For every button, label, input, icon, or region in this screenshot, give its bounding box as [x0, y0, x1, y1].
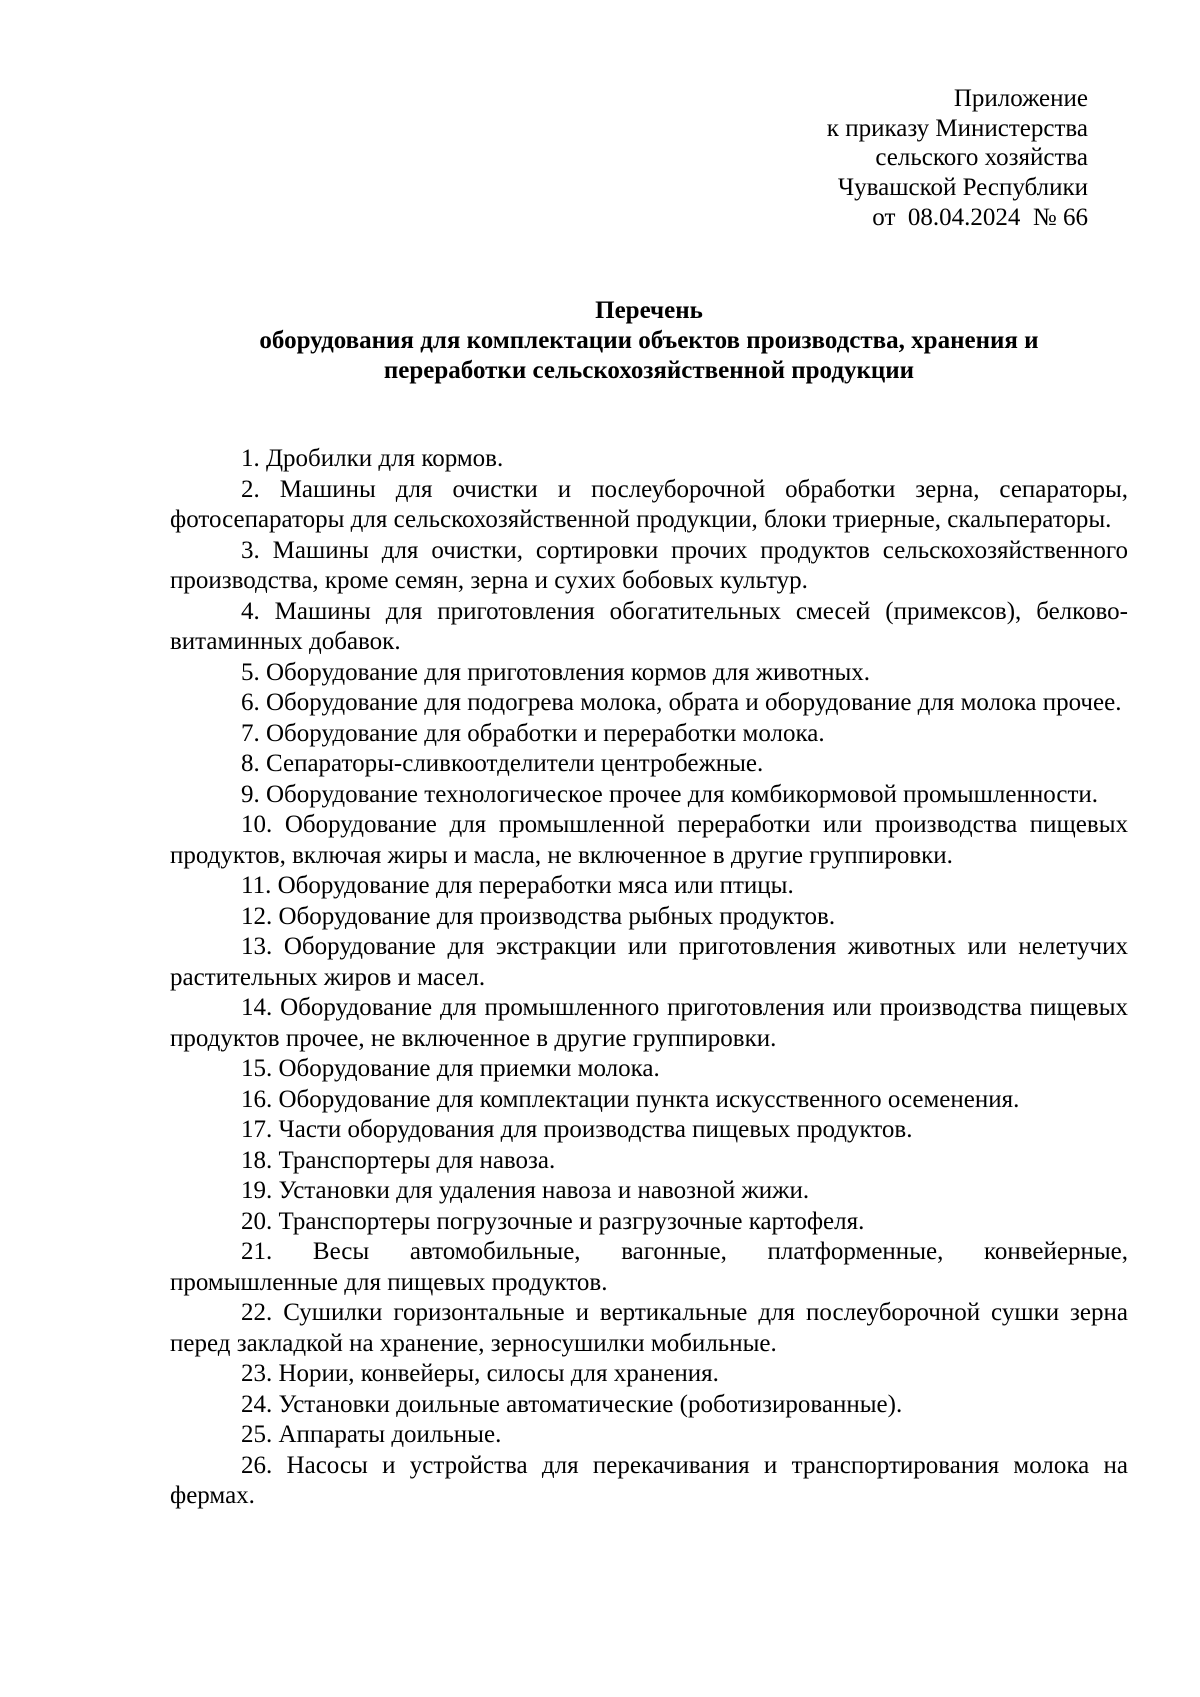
- list-item: 5. Оборудование для приготовления кормов для животных.: [241, 658, 871, 686]
- list-item: 17. Части оборудования для производства пищевых продуктов.: [241, 1116, 913, 1143]
- list-item: 16. Оборудование для комплектации пункта искусственного осеменения.: [241, 1085, 1020, 1113]
- appendix-line: Приложение: [953, 85, 1088, 112]
- list-item: 24. Установки доильные автоматические (роботизированные).: [241, 1390, 903, 1418]
- title-line: оборудования для комплектации объектов производства, хранения и: [259, 327, 1039, 354]
- list-item: 25. Аппараты доильные.: [241, 1421, 502, 1448]
- list-item: 18. Транспортеры для навоза.: [241, 1146, 556, 1174]
- list-item: 20. Транспортеры погрузочные и разгрузочные картофеля.: [241, 1207, 865, 1235]
- list-item: 11. Оборудование для переработки мяса или птицы.: [241, 872, 794, 899]
- list-item: 8. Сепараторы-сливкоотделители центробежные.: [241, 750, 764, 777]
- list-item: 4. Машины для приготовления обогатительных смесей (примексов), белково-витаминных добавок.: [170, 597, 1128, 655]
- list-item: 6. Оборудование для подогрева молока, обрата и оборудование для молока прочее.: [241, 689, 1122, 716]
- list-item: 15. Оборудование для приемки молока.: [241, 1055, 660, 1082]
- list-item: 9. Оборудование технологическое прочее для комбикормовой промышленности.: [241, 780, 1098, 808]
- list-item: 1. Дробилки для кормов.: [241, 445, 504, 472]
- list-item: 26. Насосы и устройства для перекачивания и транспортирования молока на фермах.: [170, 1451, 1128, 1509]
- list-item: 19. Установки для удаления навоза и навозной жижи.: [241, 1177, 810, 1204]
- list-item: 14. Оборудование для промышленного приготовления или производства пищевых продуктов прочее, не включенное в другие группировки.: [170, 994, 1128, 1052]
- appendix-date-number: от 08.04.2024 № 66: [872, 203, 1088, 231]
- list-item: 10. Оборудование для промышленной переработки или производства пищевых продуктов, включая жиры и масла, не включенное в другие группировки.: [170, 811, 1128, 869]
- equipment-list: [170, 444, 1128, 1512]
- list-item: 13. Оборудование для экстракции или приготовления животных или нелетучих растительных жиров и масел.: [170, 933, 1128, 991]
- list-item: 21. Весы автомобильные, вагонные, платформенные, конвейерные, промышленные для пищевых продуктов.: [170, 1238, 1128, 1296]
- list-item: 12. Оборудование для производства рыбных продуктов.: [241, 902, 836, 930]
- list-item: 3. Машины для очистки, сортировки прочих продуктов сельскохозяйственного производства, кроме семян, зерна и сухих бобовых культур.: [170, 536, 1128, 594]
- list-item: 23. Нории, конвейеры, силосы для хранения.: [241, 1360, 719, 1387]
- document-title: [170, 296, 1128, 386]
- appendix-line: Чувашской Республики: [837, 174, 1088, 202]
- appendix-line: к приказу Министерства: [826, 114, 1088, 142]
- list-item: 22. Сушилки горизонтальные и вертикальные для послеуборочной сушки зерна перед закладкой на хранение, зерносушилки мобильные.: [170, 1299, 1128, 1357]
- list-item: 7. Оборудование для обработки и переработки молока.: [241, 719, 825, 747]
- appendix-header: [827, 84, 1088, 233]
- title-line: переработки сельскохозяйственной продукции: [383, 357, 915, 384]
- title-heading: Перечень: [595, 297, 703, 324]
- list-item: 2. Машины для очистки и послеуборочной обработки зерна, сепараторы, фотосепараторы для сельскохозяйственной продукции, блоки триерные, скальператоры.: [170, 475, 1128, 533]
- appendix-line: сельского хозяйства: [875, 144, 1088, 172]
